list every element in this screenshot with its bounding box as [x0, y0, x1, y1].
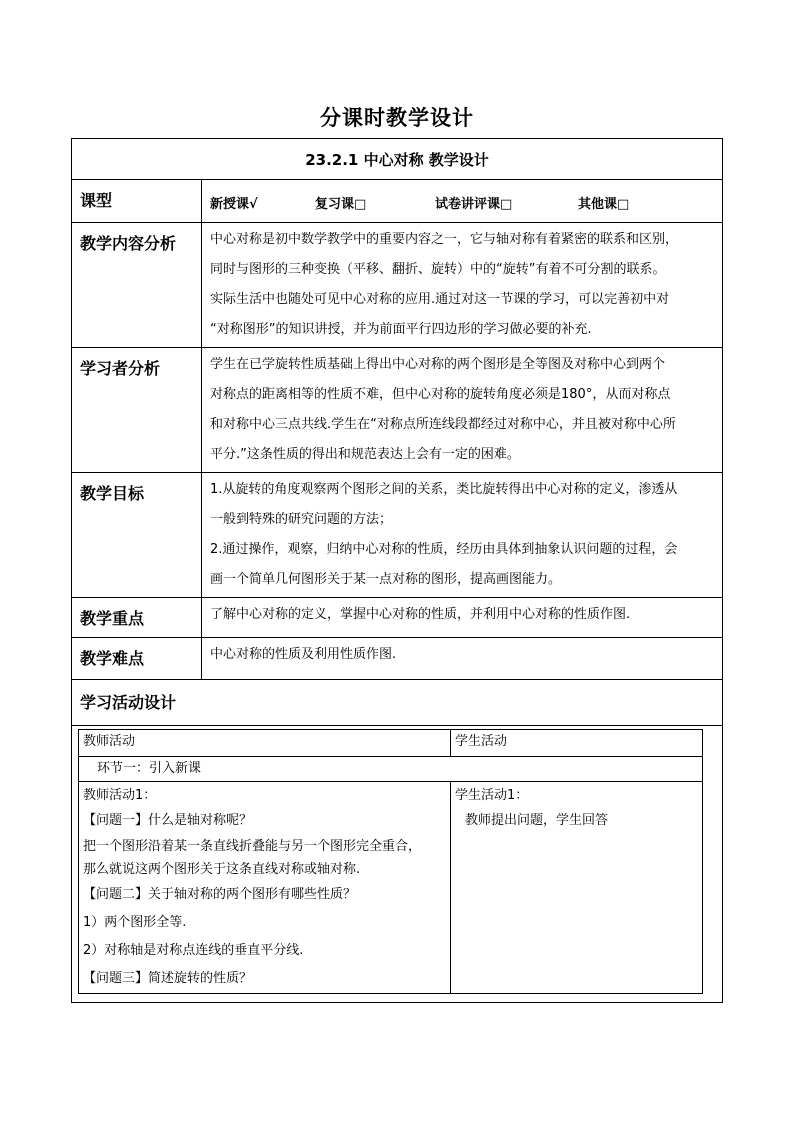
content-analysis-text	[202, 223, 723, 348]
page-title: 分课时教学设计	[320, 106, 474, 130]
text-line: 2）对称轴是对称点连线的垂直平分线.	[83, 943, 304, 958]
activity-design-area	[72, 726, 723, 1003]
lesson-design-table	[71, 138, 723, 1003]
text-line: 和对称中心三点共线.学生在“对称点所连线段都经过对称中心，并且被对称中心所	[210, 417, 676, 432]
text-line: 实际生活中也随处可见中心对称的应用.通过对这一节课的学习，可以完善初中对	[210, 292, 670, 307]
lesson-title: 23.2.1 中心对称 教学设计	[72, 139, 723, 180]
student-activity-title: 学生活动1：	[455, 788, 529, 803]
section-link: 环节一：引入新课	[79, 757, 703, 782]
text-line: 那么就说这两个图形关于这条直线对称或轴对称.	[83, 862, 361, 877]
objectives-label: 教学目标	[72, 473, 202, 598]
key-points-label: 教学重点	[72, 598, 202, 638]
learner-analysis-text	[202, 348, 723, 473]
question-one: 【问题一】什么是轴对称呢？	[83, 813, 253, 828]
student-activity-header: 学生活动	[451, 730, 703, 757]
objectives-text	[202, 473, 723, 598]
question-two: 【问题二】关于轴对称的两个图形有哪些性质？	[83, 887, 357, 902]
text-line: 1.从旋转的角度观察两个图形之间的关系，类比旋转得出中心对称的定义，渗透从	[210, 482, 678, 497]
difficulties-text: 中心对称的性质及利用性质作图.	[202, 638, 723, 680]
text-line: 把一个图形沿着某一条直线折叠能与另一个图形完全重合，	[83, 839, 422, 854]
text-line: 学生在已学旋转性质基础上得出中心对称的两个图形是全等图及对称中心到两个	[210, 357, 666, 372]
content-analysis-label: 教学内容分析	[72, 223, 202, 348]
text-line: “对称图形”的知识讲授，并为前面平行四边形的学习做必要的补充.	[210, 322, 592, 337]
activity-table	[78, 729, 703, 994]
course-type-option: 其他课□	[578, 197, 630, 212]
course-type-option: 试卷讲评课□	[435, 197, 513, 212]
text-line: 一般到特殊的研究问题的方法；	[210, 512, 393, 527]
text-line: 画一个简单几何图形关于某一点对称的图形，提高画图能力。	[210, 572, 562, 587]
course-type-option: 复习课□	[315, 197, 367, 212]
teacher-activity-title: 教师活动1：	[83, 788, 157, 803]
student-activity-text: 教师提出问题，学生回答	[465, 813, 609, 828]
course-type-label: 课型	[72, 180, 202, 223]
text-line: 中心对称是初中数学教学中的重要内容之一，它与轴对称有着紧密的联系和区别，	[210, 232, 679, 247]
text-line: 平分.”这条性质的得出和规范表达上会有一定的困难。	[210, 447, 520, 462]
teacher-activity-header: 教师活动	[79, 730, 451, 757]
course-type-option: 新授课√	[210, 197, 258, 212]
text-line: 1）两个图形全等.	[83, 915, 187, 930]
text-line: 同时与图形的三种变换（平移、翻折、旋转）中的“旋转”有着不可分割的联系。	[210, 262, 666, 277]
text-line: 对称点的距离相等的性质不难，但中心对称的旋转角度必须是180°，从而对称点	[210, 387, 671, 402]
course-type-options	[202, 180, 723, 223]
student-activity-cell	[451, 782, 703, 994]
key-points-text: 了解中心对称的定义，掌握中心对称的性质，并利用中心对称的性质作图.	[202, 598, 723, 638]
text-line: 2.通过操作，观察，归纳中心对称的性质，经历由具体到抽象认识问题的过程，会	[210, 542, 678, 557]
teacher-activity-cell	[79, 782, 451, 994]
question-three: 【问题三】简述旋转的性质？	[83, 971, 253, 986]
difficulties-label: 教学难点	[72, 638, 202, 680]
learner-analysis-label: 学习者分析	[72, 348, 202, 473]
activity-design-label: 学习活动设计	[72, 680, 723, 726]
